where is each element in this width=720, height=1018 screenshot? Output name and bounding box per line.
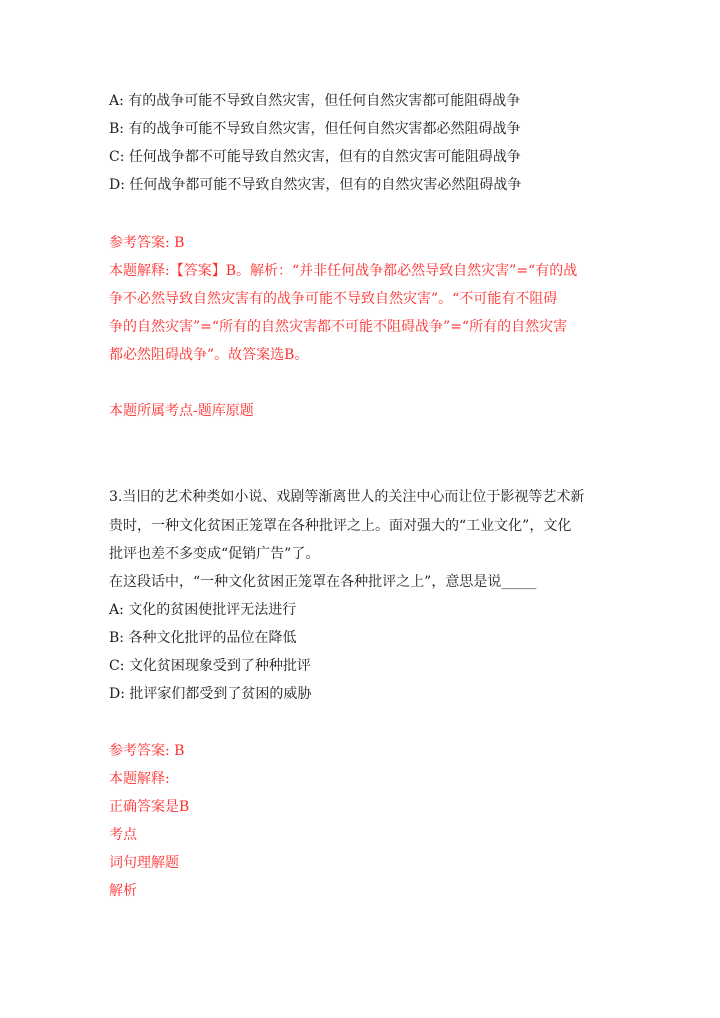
q2-explanation-line-3: 争的自然灾害”=“所有的自然灾害都不可能不阻碍战争”=“所有的自然灾害 bbox=[109, 319, 568, 335]
q3-question: 在这段话中，“一种文化贫困正笼罩在各种批评之上”，意思是说_____ bbox=[109, 574, 537, 590]
q2-explanation-line-2: 争不必然导致自然灾害有的战争可能不导致自然灾害”。“不可能有不阻碍 bbox=[109, 291, 558, 307]
q2-option-c: C: 任何战争都不可能导致自然灾害，但有的自然灾害可能阻碍战争 bbox=[109, 149, 521, 165]
q2-option-d: D: 任何战争都可能不导致自然灾害，但有的自然灾害必然阻碍战争 bbox=[109, 177, 522, 193]
q3-option-c: C: 文化贫困现象受到了种种批评 bbox=[109, 658, 311, 674]
q3-stem-line-2: 贵时，一种文化贫困正笼罩在各种批评之上。面对强大的“工业文化”，文化 bbox=[109, 518, 572, 534]
q2-explanation-line-4: 都必然阻碍战争”。故答案选B。 bbox=[109, 347, 309, 363]
q3-option-d: D: 批评家们都受到了贫困的威胁 bbox=[109, 686, 312, 702]
q3-kaodian: 词句理解题 bbox=[109, 855, 179, 871]
q2-answer: 参考答案: B bbox=[109, 235, 185, 251]
q3-stem-line-3: 批评也差不多变成“促销广告”了。 bbox=[109, 546, 320, 562]
q3-kaodian-label: 考点 bbox=[109, 827, 137, 843]
q2-option-a: A: 有的战争可能不导致自然灾害，但任何自然灾害都可能阻碍战争 bbox=[109, 93, 521, 109]
q3-stem-line-1: 3.当旧的艺术种类如小说、戏剧等渐离世人的关注中心而让位于影视等艺术新 bbox=[109, 489, 585, 505]
q3-explanation-label: 本题解释: bbox=[109, 771, 170, 787]
q3-option-a: A: 文化的贫困使批评无法进行 bbox=[109, 602, 297, 618]
q3-correct-answer: 正确答案是B bbox=[109, 799, 190, 815]
q2-option-b: B: 有的战争可能不导致自然灾害，但任何自然灾害都必然阻碍战争 bbox=[109, 121, 521, 137]
q3-option-b: B: 各种文化批评的品位在降低 bbox=[109, 630, 297, 646]
q3-jiexi-label: 解析 bbox=[109, 883, 137, 899]
q2-source: 本题所属考点-题库原题 bbox=[109, 403, 254, 419]
q3-answer: 参考答案: B bbox=[109, 743, 185, 759]
q2-explanation-line-1: 本题解释:【答案】B。解析：“并非任何战争都必然导致自然灾害”=“有的战 bbox=[109, 263, 578, 279]
